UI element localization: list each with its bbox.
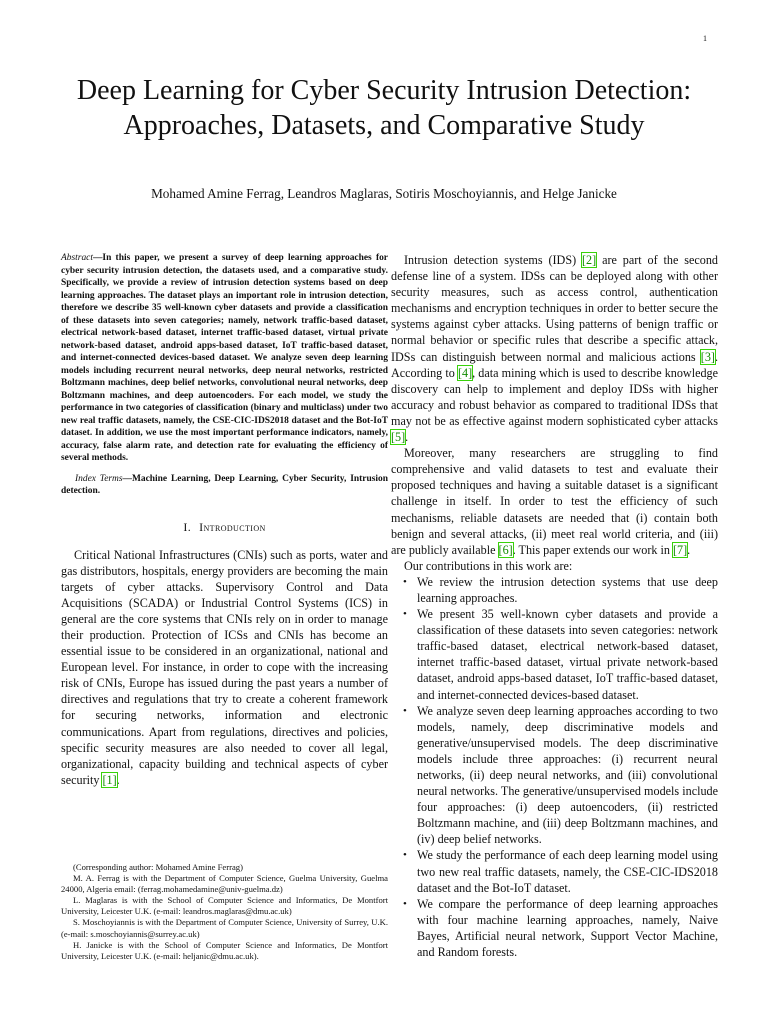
citation-6[interactable]: [6] <box>498 542 513 557</box>
contributions-intro: Our contributions in this work are: <box>404 558 573 573</box>
citation-2[interactable]: [2] <box>582 253 597 267</box>
intro-paragraph <box>61 547 388 788</box>
ids-paragraph-text-3: . According to <box>391 349 718 380</box>
ids-paragraph-text-4: , data mining which is used to describe knowledge discovery can help to implement and deploy IDSs with higher accuracy and robust behavior as compared to traditional IDSs that may not be as effective against modern sophisticated cyber attacks <box>391 365 718 428</box>
abstract-text: —In this paper, we present a survey of deep learning approaches for cyber security intrusion detection, the datasets used, and a comparative study. Specifically, we provide a review of intrusion detection systems based on deep learning approaches. The dataset plays an important role in intrusion detection, therefore we describe 35 well-known cyber datasets and provide a classification of these datasets into seven categories; namely, network traffic-based dataset, electrical network-based dataset, internet traffic-based dataset, virtual private network-based dataset, android apps-based dataset, IoT traffic-based dataset, and internet-connected devices-based dataset. We analyze seven deep learning models including recurrent neural networks, deep neural networks, restricted Boltzmann machines, deep belief networks, convolutional neural networks, deep Boltzmann machines, and deep autoencoders. For each model, we study the performance in two categories of classification (binary and multiclass) under two new real traffic datasets, namely, the CSE-CIC-IDS2018 dataset and the Bot-IoT dataset. In addition, we use the most important performance indicators, namely, accuracy, false alarm rate, and detection rate for evaluating the efficiency of several methods. <box>61 253 388 463</box>
footnote-maglaras: L. Maglaras is with the School of Computer Science and Informatics, De Montfort University, Leicester U.K. (e-mail: leandros.maglaras@dmu.ac.uk) <box>61 895 388 917</box>
contribution-item-approaches: • We analyze seven deep learning approaches according to two models, namely, deep discriminative models and generative/unsupervised models. The deep discriminative models include three approaches: (i) recurrent neural networks, (ii) deep neural networks, and (iii) convolutional neural networks. The generative/unsupervised models include four approaches: (i) deep autoencoders, (ii) restricted Boltzmann machine, and (iii) deep Boltzmann machines, and (iv) deep belief networks. <box>417 703 718 848</box>
ids-paragraph-text-2: are part of the second defense line of a system. IDSs can be deployed along with other security measures, such as access control, authentication mechanisms and encryption techniques in order to better secure the systems against cyber attacks. Using patterns of benign traffic or normal behavior or specific rules that describe a specific attack, IDSs can distinguish between normal and malicious actions <box>391 253 718 364</box>
index-terms <box>61 473 388 498</box>
datasets-paragraph-end: . <box>687 542 691 557</box>
ids-paragraph-text-1: Intrusion detection systems (IDS) <box>404 253 583 267</box>
page-number: 1 <box>703 34 707 43</box>
intro-paragraph-text: Critical National Infrastructures (CNIs) such as ports, water and gas distributors, hospitals, energy providers are becoming the main targets of cyber attacks. Supervisory Control and Data Acquisitions (SCADA) or Industrial Control Systems (ICS) in general are the core systems that CNIs rely on in order to manage their production. Protection of ICSs and CNIs has become an essential issue to be considered in an organizational, national and European level. For instance, in order to cope with the increasing risk of CNIs, Europe has issued during the past years a number of directives and regulations that try to create a coherent framework for securing networks, information and electronic communications. Apart from regulations, directives and policies, specific security measures are also needed to cover all legal, organizational, capacity building and technical aspects of cyber security <box>61 547 388 787</box>
citation-5[interactable]: [5] <box>391 430 406 445</box>
ids-paragraph <box>391 252 718 445</box>
citation-7[interactable]: [7] <box>672 542 688 557</box>
citation-1[interactable]: [1] <box>102 772 117 787</box>
left-column <box>61 252 388 788</box>
citation-3[interactable]: [3] <box>700 349 715 364</box>
ids-paragraph-end: . <box>405 430 409 445</box>
abstract <box>61 252 388 465</box>
contribution-item-datasets: • We present 35 well-known cyber datasets and provide a classification of these datasets into seven categories: network traffic-based dataset, electrical network-based dataset, internet traffic-based dataset, virtual private network-based dataset, android apps-based dataset, IoT traffic-based dataset, and internet-connected devices-based dataset. <box>417 606 718 703</box>
datasets-paragraph-text-1: Moreover, many researchers are struggling to find comprehensive and valid datasets to test and evaluate their proposed techniques and having a suitable dataset is a significant challenge in itself. In order to test the efficiency of such mechanisms, reliable datasets are needed that (i) contain both benign and several attacks, (ii) meet real world criteria, and (iii) are publicly available <box>391 446 718 557</box>
author-footnotes <box>61 862 388 962</box>
introduction-heading <box>61 520 388 535</box>
footnote-janicke: H. Janicke is with the School of Computer Science and Informatics, De Montfort University, Leicester U.K. (e-mail: heljanic@dmu.ac.uk). <box>61 939 388 961</box>
footnote-ferrag: M. A. Ferrag is with the Department of Computer Science, Guelma University, Guelma 24000, Algeria email: (ferrag.mohamedamine@univ-guelma.dz) <box>61 873 388 895</box>
index-terms-label: Index Terms <box>75 473 123 484</box>
section-number: I. <box>183 519 192 534</box>
footnote-moschoyiannis: S. Moschoyiannis is with the Department of Computer Science, University of Surrey, U.K. (e-mail: s.moschoyiannis@surrey.ac.uk) <box>61 917 388 939</box>
footnote-corresponding-author: (Corresponding author: Mohamed Amine Ferrag) <box>73 862 243 872</box>
contributions-list <box>391 574 718 960</box>
intro-paragraph-end: . <box>116 772 120 787</box>
citation-4[interactable]: [4] <box>457 365 473 380</box>
abstract-label: Abstract <box>61 253 93 263</box>
index-terms-text: —Machine Learning, Deep Learning, Cyber Security, Intrusion detection. <box>61 473 388 496</box>
contribution-item-comparison: • We compare the performance of deep learning approaches with four machine learning approaches, namely, Naive Bayes, Artificial neural network, Support Vector Machine, and Random forests. <box>417 896 718 960</box>
contribution-item-performance: • We study the performance of each deep learning model using two new real traffic datasets, namely, the CSE-CIC-IDS2018 dataset and the Bot-IoT dataset. <box>417 847 718 895</box>
contribution-item-review: • We review the intrusion detection systems that use deep learning approaches. <box>417 574 718 606</box>
datasets-paragraph <box>391 445 718 558</box>
datasets-paragraph-text-2: . This paper extends our work in <box>512 542 673 557</box>
author-list: Mohamed Amine Ferrag, Leandros Maglaras, Sotiris Moschoyiannis, and Helge Janicke <box>151 186 617 201</box>
section-title: Introduction <box>199 519 266 534</box>
right-column <box>391 252 718 960</box>
paper-title: Deep Learning for Cyber Security Intrusion Detection: Approaches, Datasets, and Comparative Study <box>76 75 692 141</box>
